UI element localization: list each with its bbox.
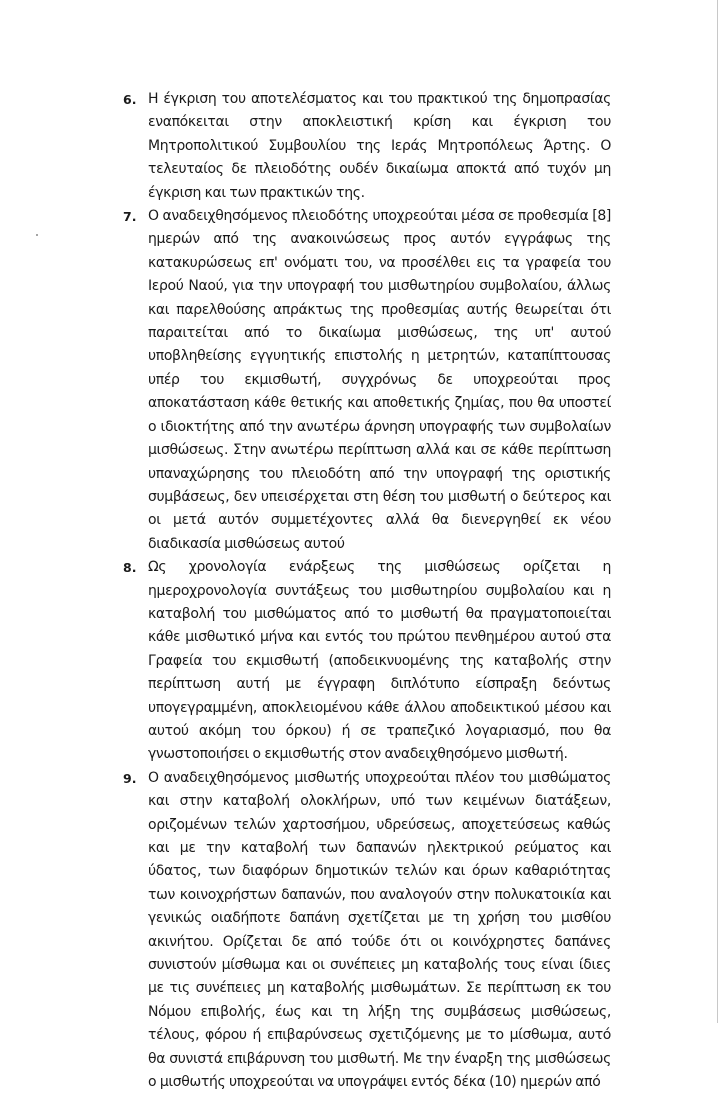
term-text: Η έγκριση του αποτελέσματος και του πρακτικού της δημοπρασίας εναπόκειται στην αποκλειστική κρίση και έγκριση του Μητροπολιτικού Συμβουλίου της Ιεράς Μητροπόλεως Άρτης. Ο τελευταίος δε πλειοδότης ουδέν δικαίωμα αποκτά από τυχόν μη έγκριση και των πρακτικών της. xyxy=(148,91,611,201)
term-item-8 xyxy=(0,556,724,767)
term-text: Ως χρονολογία ενάρξεως της μισθώσεως ορίζεται η ημεροχρονολογία συντάξεως του μισθωτηρίου συμβολαίου και η καταβολή του μισθώματος από το μισθωτή θα πραγματοποιείται κάθε μισθωτικό μήνα και εντός του πρώτου πενθημέρου αυτού στα Γραφεία του εκμισθωτή (αποδεικνυομένης της καταβολής στην περίπτωση αυτή με έγγραφη διπλότυπο είσπραξη δεόντως υπογεγραμμένη, αποκλειομένου κάθε άλλου αποδεικτικού μέσου και αυτού ακόμη του όρκου) ή σε τραπεζικό λογαριασμό, που θα γνωστοποιήσει ο εκμισθωτής στον αναδειχθησόμενο μισθωτή. xyxy=(148,559,611,763)
term-number: 7. xyxy=(123,209,137,225)
term-item-7 xyxy=(0,205,724,556)
term-text: Ο αναδειχθησόμενος μισθωτής υποχρεούται πλέον του μισθώματος και στην καταβολή ολοκλήρων, υπό των κειμένων διατάξεων, οριζομένων τελών χαρτοσήμου, υδρεύσεως, αποχετεύσεως καθώς και με την καταβολή των δαπανών ηλεκτρικού ρεύματος και ύδατος, των διαφόρων δημοτικών τελών και όρων καθαριότητας των κοινοχρήστων δαπανών, που αναλογούν στην πολυκατοικία και γενικώς οιαδήποτε δαπάνη σχετίζεται με τη χρήση του μισθίου ακινήτου. Ορίζεται δε από τούδε ότι οι κοινόχρηστες δαπάνες συνιστούν μίσθωμα και οι συνέπειες μη καταβολής τους είναι ίδιες με τις συνέπειες μη καταβολής μισθωμάτων. Σε περίπτωση εκ του Νόμου επιβολής, έως και τη λήξη της συμβάσεως μισθώσεως, τέλους, φόρου ή επιβαρύνσεως σχετιζόμενης με το μίσθωμα, αυτό θα συνιστά επιβάρυνση του μισθωτή. Με την έναρξη της μισθώσεως ο μισθωτής υποχρεούται να υπογράψει εντός δέκα (10) ημερών από xyxy=(148,769,611,1091)
term-number: 9. xyxy=(123,770,137,786)
term-item-6 xyxy=(0,88,724,205)
terms-list xyxy=(0,88,724,1094)
term-text: Ο αναδειχθησόμενος πλειοδότης υποχρεούται μέσα σε προθεσμία [8] ημερών από της ανακοινώσεως προς αυτόν εγγράφως της κατακυρώσεως επ' ονόματι του, να προσέλθει εις τα γραφεία του Ιερού Ναού, για την υπογραφή του μισθωτηρίου συμβολαίου, άλλως και παρελθούσης απράκτως της προθεσμίας αυτής θεωρείται ότι παραιτείται από το δικαίωμα μισθώσεως, της υπ' αυτού υποβληθείσης εγγυητικής επιστολής η μετρητών, καταπίπτουσας υπέρ του εκμισθωτή, συγχρόνως δε υποχρεούται προς αποκατάσταση κάθε θετικής και αποθετικής ζημίας, που θα υποστεί ο ιδιοκτήτης από την ανωτέρω άρνηση υπογραφής των συμβολαίων μισθώσεως. Στην ανωτέρω περίπτωση αλλά και σε κάθε περίπτωση υπαναχώρησης του πλειοδότη από την υπογραφή της οριστικής συμβάσεως, δεν υπεισέρχεται στη θέση του μισθωτή ο δεύτερος και οι μετά αυτόν συμμετέχοντες αλλά θα διενεργηθεί εκ νέου διαδικασία μισθώσεως αυτού xyxy=(148,208,611,552)
term-number: 6. xyxy=(123,92,137,107)
term-number: 8. xyxy=(123,560,137,576)
term-item-9 xyxy=(0,767,724,1094)
